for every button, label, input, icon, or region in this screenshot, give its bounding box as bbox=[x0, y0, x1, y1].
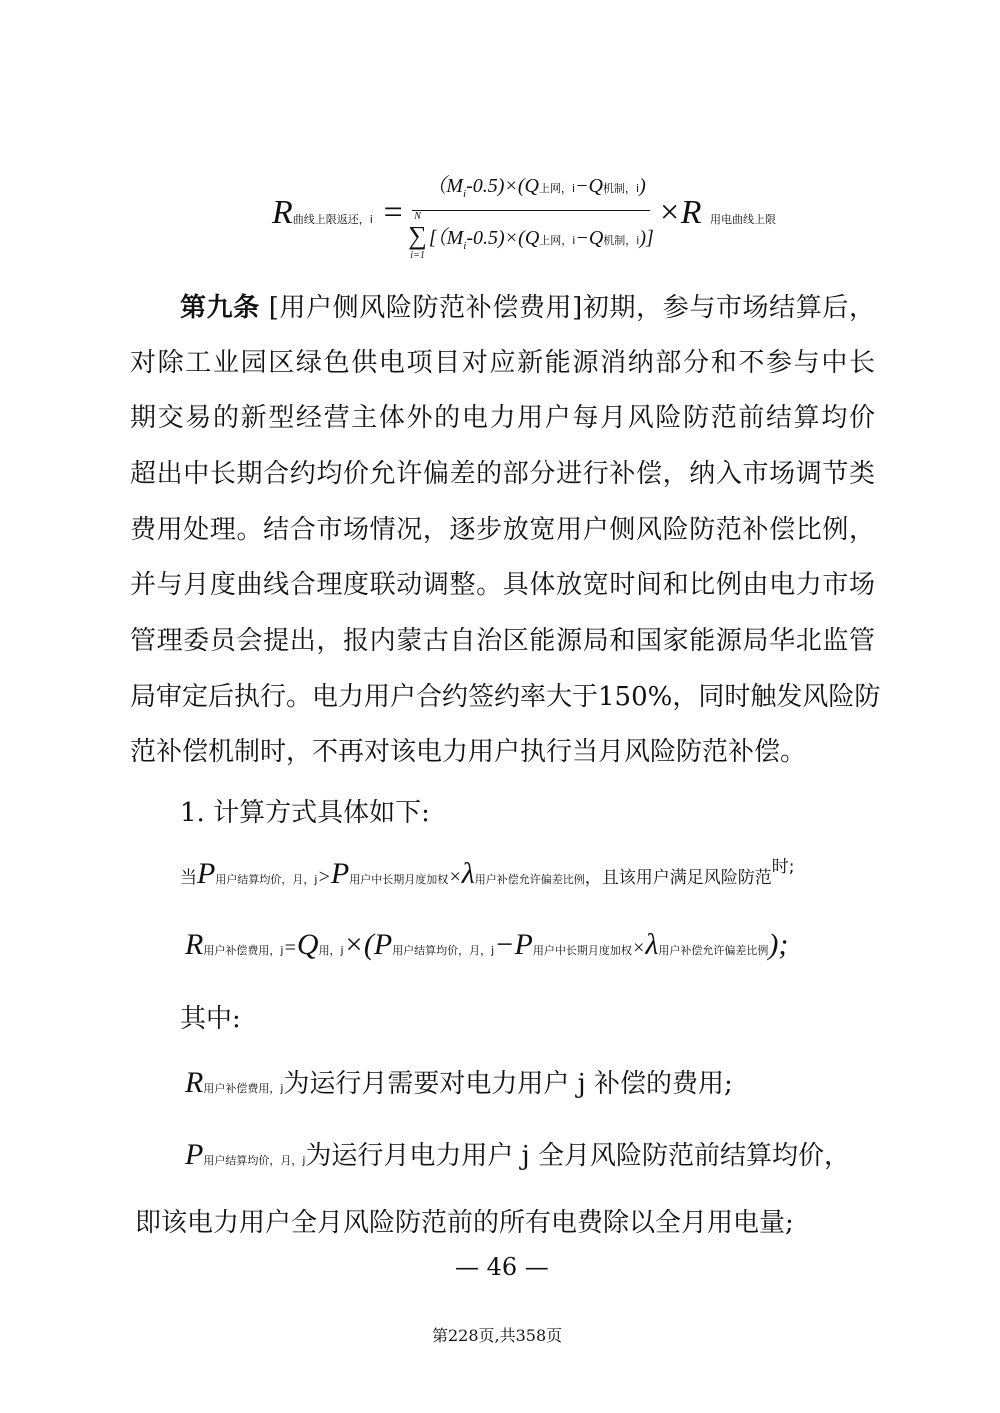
numerator: $(M_i-0.5)\times(Q$上网，i−Q机制，i) bbox=[412, 172, 649, 211]
article-line: 对除工业园区绿色供电项目对应新能源消纳部分和不参与中长 bbox=[130, 348, 875, 378]
sum-upper: N bbox=[414, 211, 421, 222]
page-footer: 第228页,共358页 bbox=[432, 1326, 563, 1345]
article-line: 管理委员会提出，报内蒙古自治区能源局和国家能源局华北监管 bbox=[130, 626, 875, 656]
article-line: 期交易的新型经营主体外的电力用户每月风险防范前结算均价 bbox=[130, 403, 875, 433]
article-line: 超出中长期合约均价允许偏差的部分进行补偿，纳入市场调节类 bbox=[130, 459, 875, 489]
denominator: N ∑ i=1 [$(M_i-0.5)\times(Q$上网，i−Q机制，i)] bbox=[408, 211, 654, 261]
var-r: R bbox=[272, 194, 293, 231]
sum-lower: i=1 bbox=[410, 250, 425, 261]
formula-lhs: R曲线上限返还，i = bbox=[272, 194, 405, 231]
article-line: 费用处理。结合市场情况，逐步放宽用户侧风险防范补偿比例， bbox=[130, 515, 875, 545]
subscript: 用电曲线上限 bbox=[710, 213, 777, 226]
times-r: ×R bbox=[657, 194, 702, 231]
fraction bbox=[408, 172, 654, 261]
article-line: 并与月度曲线合理度联动调整。具体放宽时间和比例由电力市场 bbox=[130, 570, 875, 600]
summation bbox=[408, 211, 427, 261]
article-line: 范补偿机制时，不再对该电力用户执行当月风险防范补偿。 bbox=[130, 737, 807, 767]
definition-r: R用户补偿费用，j为运行月需要对电力用户 j 补偿的费用; bbox=[185, 1066, 733, 1099]
definition-p-continued: 即该电力用户全月风险防范前的所有电费除以全月用电量; bbox=[135, 1208, 794, 1238]
sigma-icon: ∑ bbox=[408, 221, 427, 250]
formula-curve-refund bbox=[272, 172, 776, 261]
definition-p: P用户结算均价，月，j为运行月电力用户 j 全月风险防范前结算均价， bbox=[185, 1138, 850, 1171]
article-line: 第九条 [用户侧风险防范补偿费用]初期，参与市场结算后， bbox=[180, 293, 875, 323]
article-title: 第九条 bbox=[180, 293, 260, 323]
where-label: 其中: bbox=[180, 1004, 241, 1034]
condition-formula: 当P用户结算均价，月，j>P用户中长期月度加权×λ用户补偿允许偏差比例，且该用户满足风险防范$^{时;}$ bbox=[180, 857, 795, 890]
article-line: 局审定后执行。电力用户合约签约率大于150%，同时触发风险防 bbox=[130, 682, 881, 712]
compensation-formula: R用户补偿费用，j=Q用，j×(P用户结算均价，月，j−P用户中长期月度加权×λ用户补偿允许偏差比例); bbox=[185, 928, 789, 961]
subscript: 曲线上限返还，i bbox=[292, 213, 373, 226]
page-number: — 46 — bbox=[455, 1253, 549, 1281]
item-heading: 1. 计算方式具体如下: bbox=[180, 798, 430, 828]
